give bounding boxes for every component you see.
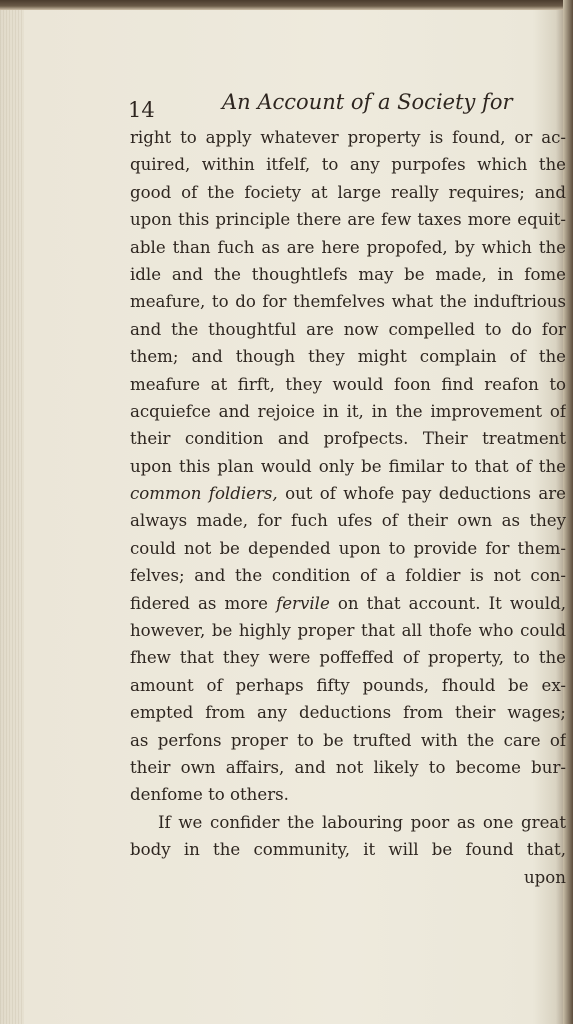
text-line: right to apply whatever property is found, or ac- [130, 128, 566, 147]
text-line: always made, for fuch ufes of their own as they [130, 511, 566, 531]
text-line: could not be depended upon to provide for them- [130, 538, 566, 558]
text-line: acquiefce and rejoice in it, in the improvement of [130, 401, 566, 421]
italic-word: fervile [276, 593, 330, 613]
text-span: on that account. It would, [329, 593, 566, 613]
running-head: An Account of a Society for [222, 90, 513, 114]
text-line: as perfons proper to be trufted with the care of [130, 730, 566, 750]
text-line: If we confider the labouring poor as one great [158, 812, 566, 832]
text-line: empted from any deductions from their wages; [130, 703, 566, 723]
text-line: able than fuch as are here propofed, by which the [130, 237, 566, 257]
italic-phrase: common foldiers, [130, 484, 278, 504]
text-line: meafure at firft, they would foon find reafon to [130, 374, 566, 394]
book-top-edge [0, 0, 573, 10]
page-stack-edge [0, 10, 24, 1024]
text-line: however, be highly proper that all thofe who could [130, 621, 566, 641]
text-span: fidered as more [130, 593, 277, 613]
text-line: their condition and profpects. Their treatment [130, 429, 566, 449]
text-span: out of whofe pay deductions are [277, 484, 566, 504]
text-line: fhew that they were poffeffed of property, to the [130, 648, 566, 668]
text-line: them; and though they might complain of the [130, 347, 566, 367]
text-line [130, 590, 566, 617]
text-line: quired, within itfelf, to any purpofes which the [130, 155, 566, 175]
text-line: felves; and the condition of a foldier is not con- [130, 566, 566, 586]
catchword: upon [524, 867, 566, 887]
text-line: body in the community, it will be found that, [130, 840, 566, 860]
text-line: upon this plan would only be fimilar to that of the [130, 456, 566, 476]
text-line: good of the fociety at large really requires; and [130, 182, 566, 202]
page-number: 14 [128, 98, 155, 122]
printed-page [130, 86, 566, 891]
body-text [130, 124, 566, 891]
text-line: upon this principle there are few taxes more equit- [130, 210, 566, 230]
text-line: amount of perhaps fifty pounds, fhould be ex- [130, 675, 566, 695]
text-line: idle and the thoughtlefs may be made, in fome [130, 264, 566, 284]
text-line: meafure, to do for themfelves what the induftrious [130, 292, 566, 312]
text-line: their own affairs, and not likely to become bur- [130, 757, 566, 777]
text-line: denfome to others. [130, 785, 289, 805]
text-line [130, 480, 566, 507]
text-line: and the thoughtful are now compelled to do for [130, 319, 566, 339]
page-header [130, 86, 566, 124]
